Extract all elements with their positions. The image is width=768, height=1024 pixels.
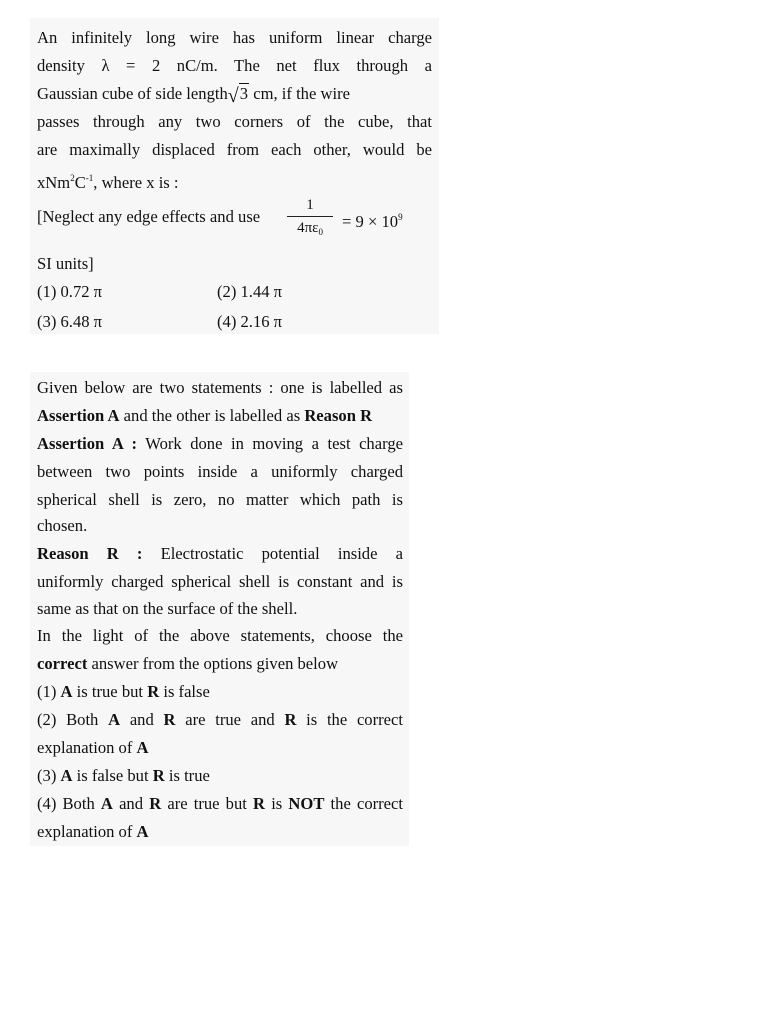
assertion-line-4: chosen. bbox=[37, 516, 88, 535]
reason-line-2: uniformly charged spherical shell is constant and is bbox=[37, 572, 403, 591]
q1-line-1: An infinitely long wire has uniform linear charge bbox=[37, 28, 432, 47]
q2-option-3[interactable]: (3) A is false but R is true bbox=[37, 766, 210, 785]
assertion-label: Assertion A : bbox=[37, 434, 138, 453]
reason-label: Reason R : bbox=[37, 544, 143, 563]
sqrt-symbol: √3 bbox=[227, 84, 249, 107]
q1-option-3[interactable]: (3) 6.48 π bbox=[37, 312, 103, 331]
q1-neglect-text: [Neglect any edge effects and use bbox=[37, 207, 261, 226]
q2-line-1: Given below are two statements : one is labelled as bbox=[37, 378, 403, 397]
q1-line-2: density λ = 2 nC/m. The net flux through a bbox=[37, 56, 432, 75]
q2-option-2-cont[interactable]: explanation of A bbox=[37, 738, 149, 757]
q1-line-3: Gaussian cube of side length√3 cm, if the wire bbox=[37, 84, 350, 107]
q1-line-5: are maximally displaced from each other, would be bbox=[37, 140, 432, 159]
q1-si-units: SI units] bbox=[37, 254, 94, 273]
q2-option-1[interactable]: (1) A is true but R is false bbox=[37, 682, 210, 701]
q2-option-4[interactable]: (4) Both A and R are true but R is NOT the correct bbox=[37, 794, 404, 813]
fraction-one-over-4-pi-epsilon: 1 $4\pi\varepsilon_0$ bbox=[287, 196, 333, 241]
reason-line-3: same as that on the surface of the shell. bbox=[37, 599, 298, 618]
q1-line-6: $xNm^2C^{-1}$, where x is : bbox=[37, 173, 179, 192]
q2-line-2: Assertion A and the other is labelled as Reason R bbox=[37, 406, 373, 425]
assertion-line-1: Assertion A : Work done in moving a test charge bbox=[37, 434, 403, 453]
q1-equals-text: = $9 \times 10^9$ bbox=[342, 212, 403, 231]
instruction-line-1: In the light of the above statements, choose the bbox=[37, 626, 403, 645]
q1-option-2[interactable]: (2) 1.44 π bbox=[217, 282, 283, 301]
reason-line-1: Reason R : Electrostatic potential inside a bbox=[37, 544, 403, 563]
instruction-line-2: correct answer from the options given below bbox=[37, 654, 339, 673]
q2-option-2[interactable]: (2) Both A and R are true and R is the correct bbox=[37, 710, 404, 729]
q1-option-1[interactable]: (1) 0.72 π bbox=[37, 282, 103, 301]
q1-line-4: passes through any two corners of the cube, that bbox=[37, 112, 432, 131]
question-1-card bbox=[30, 18, 439, 334]
lambda-symbol: λ bbox=[101, 56, 110, 75]
assertion-line-2: between two points inside a uniformly charged bbox=[37, 462, 403, 481]
q2-option-4-cont[interactable]: explanation of A bbox=[37, 822, 149, 841]
q1-option-4[interactable]: (4) 2.16 π bbox=[217, 312, 283, 331]
question-2-card bbox=[30, 372, 409, 846]
assertion-line-3: spherical shell is zero, no matter which path is bbox=[37, 490, 403, 509]
